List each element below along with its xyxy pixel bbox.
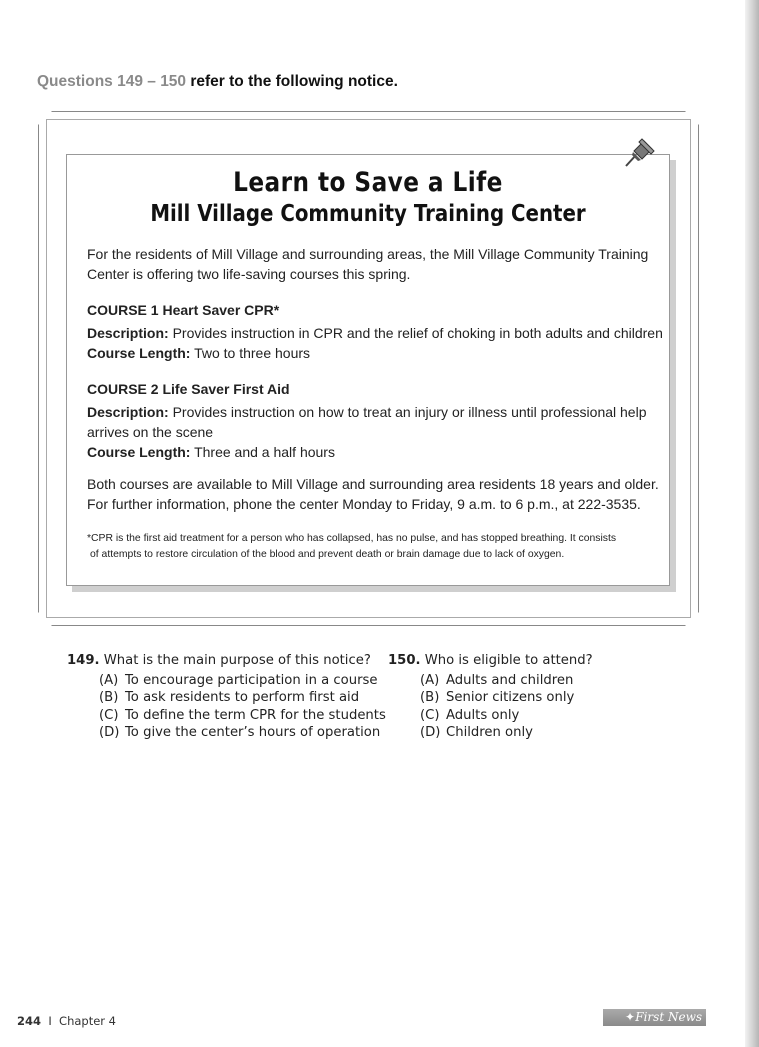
- course1-heading: COURSE 1 Heart Saver CPR*: [87, 302, 280, 318]
- option-text: Children only: [446, 725, 533, 740]
- option-149-c[interactable]: [99, 708, 386, 723]
- question-stem: What is the main purpose of this notice?: [99, 653, 371, 668]
- option-text: Senior citizens only: [446, 690, 575, 705]
- course1-length-text: Two to three hours: [190, 345, 311, 361]
- closing-line-2: For further information, phone the center Monday to Friday, 9 a.m. to 6 p.m., at 222-3535.: [87, 496, 641, 512]
- option-149-a[interactable]: [99, 673, 378, 688]
- option-letter: (A): [99, 673, 119, 688]
- option-text: Adults only: [446, 708, 520, 723]
- option-letter: (D): [99, 725, 120, 740]
- option-text: Adults and children: [446, 673, 574, 688]
- chapter-label: Chapter 4: [59, 1014, 116, 1028]
- footnote-line-2: of attempts to restore circulation of the blood and prevent death or brain damage due to lack of oxygen.: [90, 549, 565, 560]
- course2-heading: COURSE 2 Life Saver First Aid: [87, 381, 290, 397]
- questions-header: [37, 73, 398, 91]
- question-number: 150.: [388, 653, 421, 668]
- question-149: [67, 652, 371, 670]
- question-stem: Who is eligible to attend?: [420, 653, 593, 668]
- course2-desc-text: Provides instruction on how to treat an injury or illness until professional help: [168, 404, 647, 420]
- closing-line-1: Both courses are available to Mill Village and surrounding area residents 18 years and older.: [87, 476, 659, 492]
- course1-length: [87, 343, 310, 363]
- course2-length-text: Three and a half hours: [190, 444, 335, 460]
- course1-length-label: Course Length:: [87, 345, 191, 361]
- publisher-name: First News: [635, 1010, 702, 1024]
- course1-description: [87, 323, 663, 343]
- questions-range: Questions 149 – 150: [37, 73, 187, 90]
- option-letter: (C): [99, 708, 119, 723]
- option-150-c[interactable]: [420, 708, 519, 723]
- option-letter: (C): [420, 708, 440, 723]
- notice-title: Learn to Save a Life: [233, 167, 503, 198]
- intro-line-1: For the residents of Mill Village and surrounding areas, the Mill Village Community Training: [87, 246, 649, 262]
- option-149-b[interactable]: [99, 690, 359, 705]
- option-150-b[interactable]: [420, 690, 574, 705]
- notice-subtitle: Mill Village Community Training Center: [150, 201, 586, 227]
- course2-desc-line-2: arrives on the scene: [87, 424, 214, 440]
- intro-line-2: Center is offering two life-saving courses this spring.: [87, 266, 411, 282]
- course2-description: [87, 402, 647, 422]
- course2-length: [87, 442, 335, 462]
- star-icon: ✦: [625, 1010, 636, 1024]
- page-footer: [17, 1014, 116, 1028]
- option-letter: (B): [420, 690, 440, 705]
- page-number: 244: [17, 1014, 42, 1028]
- option-text: To encourage participation in a course: [125, 673, 378, 688]
- course1-desc-text: Provides instruction in CPR and the relief of choking in both adults and children: [168, 325, 663, 341]
- option-150-d[interactable]: [420, 725, 533, 740]
- publisher-badge: [603, 1009, 706, 1026]
- questions-header-text: refer to the following notice.: [186, 73, 398, 90]
- option-text: To ask residents to perform first aid: [125, 690, 360, 705]
- course1-desc-label: Description:: [87, 325, 169, 341]
- option-text: To give the center’s hours of operation: [125, 725, 381, 740]
- option-letter: (B): [99, 690, 119, 705]
- course2-length-label: Course Length:: [87, 444, 191, 460]
- footer-separator: I: [48, 1014, 52, 1028]
- cpr-footnote: [87, 531, 662, 563]
- book-spine-shadow: [745, 0, 759, 1047]
- option-text: To define the term CPR for the students: [125, 708, 386, 723]
- course2-desc-label: Description:: [87, 404, 169, 420]
- question-150: [388, 652, 593, 670]
- option-149-d[interactable]: [99, 725, 380, 740]
- question-number: 149.: [67, 653, 100, 668]
- footnote-line-1: *CPR is the first aid treatment for a person who has collapsed, has no pulse, and has stopped breathing. It consists: [87, 533, 617, 544]
- option-letter: (D): [420, 725, 441, 740]
- option-letter: (A): [420, 673, 440, 688]
- option-150-a[interactable]: [420, 673, 573, 688]
